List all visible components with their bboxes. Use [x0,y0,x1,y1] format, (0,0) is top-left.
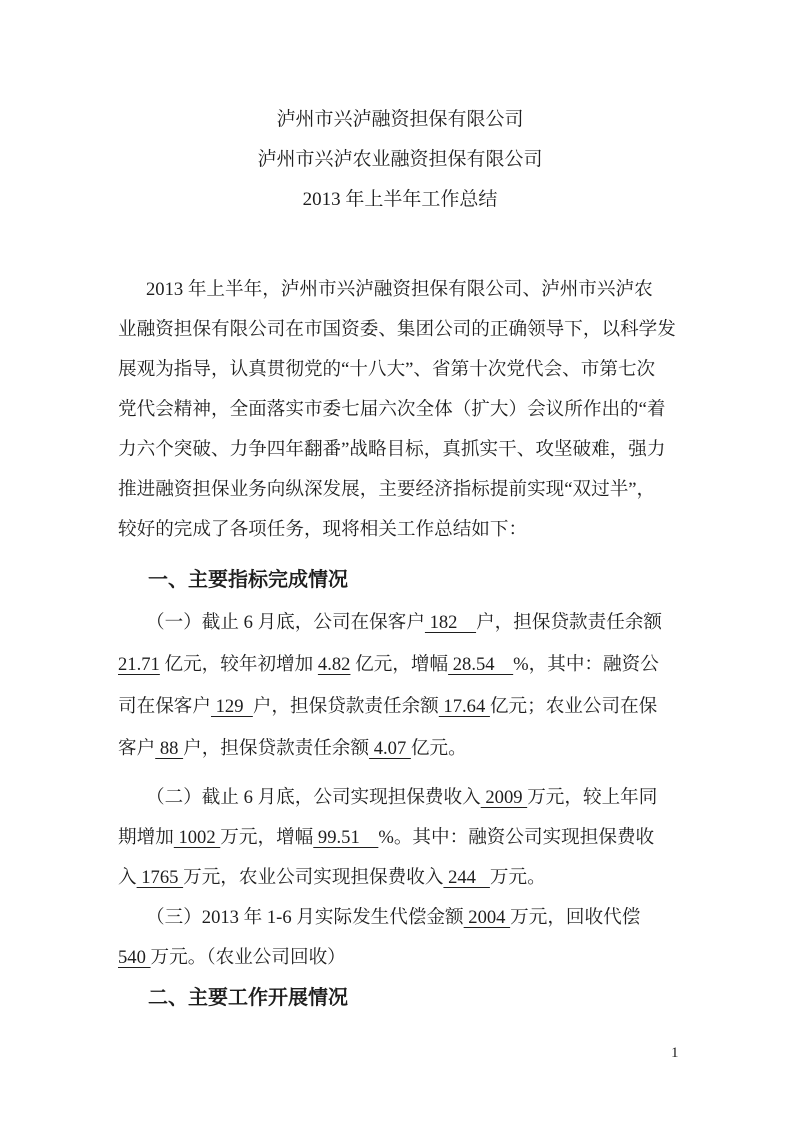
text-segment: 万元。（农业公司回收） [150,947,346,968]
text-line [118,728,682,770]
text-segment: 亿元，较年初增加 [159,654,318,675]
text-segment: 户，担保贷款责任余额 [252,696,439,717]
underlined-value: 4.82 [317,654,351,675]
underlined-value: 129 [210,696,253,717]
page-number: 1 [671,1045,679,1061]
text-line: 2013 年上半年，泸州市兴泸融资担保有限公司、泸州市兴泸农 [146,279,653,300]
paragraph-indicator-2 [118,778,682,898]
underlined-value: 244 [443,867,490,888]
underlined-value: 17.64 [438,696,490,717]
text-line [118,778,682,818]
text-line [118,602,682,644]
text-line [118,644,682,686]
text-line: 较好的完成了各项任务，现将相关工作总结如下： [118,519,528,540]
text-segment: 万元，增幅 [220,827,314,848]
text-line [118,938,682,978]
text-segment: 户，担保贷款责任余额 [476,612,663,633]
text-line [118,686,682,728]
underlined-value: 28.54 [448,654,514,675]
section-1-heading: 一、主要指标完成情况 [148,569,348,591]
text-segment: 户，担保贷款责任余额 [183,738,370,759]
underlined-value: 2004 [463,907,511,928]
text-line [118,898,682,938]
text-line [118,858,682,898]
text-segment: 亿元。 [410,738,467,759]
intro-paragraph [118,270,682,550]
text-segment: （三）2013 年 1-6 月实际发生代偿金额 [146,907,464,928]
company-title-2: 泸州市兴泸农业融资担保有限公司 [257,149,543,170]
text-segment: 亿元；农业公司在保 [489,696,658,717]
paragraph-indicator-1 [118,602,682,770]
underlined-value: 21.71 [118,654,160,675]
text-segment: %，其中：融资公 [513,654,659,675]
text-segment: 万元，较上年同 [527,787,658,808]
text-line: 党代会精神，全面落实市委七届六次全体（扩大）会议所作出的“着 [118,399,666,420]
underlined-value: 2009 [480,787,528,808]
document-title-block [118,100,682,220]
underlined-value: 1765 [136,867,184,888]
text-segment: 万元。 [489,867,546,888]
text-segment: 司在保客户 [118,696,211,717]
underlined-value: 99.51 [313,827,379,848]
underlined-value: 1002 [173,827,221,848]
report-title: 2013 年上半年工作总结 [302,189,498,210]
text-segment: 入 [118,867,137,888]
paragraph-indicator-3 [118,898,682,978]
section-2-heading: 二、主要工作开展情况 [148,987,348,1009]
underlined-value: 182 [424,612,477,633]
text-line: 业融资担保有限公司在市国资委、集团公司的正确领导下，以科学发 [118,319,676,340]
text-line: 展观为指导，认真贯彻党的“十八大”、省第十次党代会、市第七次 [118,359,656,380]
underlined-value: 88 [155,738,184,759]
text-segment: 万元，回收代偿 [510,907,641,928]
underlined-value: 540 [118,947,151,968]
text-segment: （一）截止 6 月底，公司在保客户 [146,612,425,633]
text-segment: 期增加 [118,827,174,848]
text-segment: 亿元，增幅 [350,654,449,675]
text-segment: 万元，农业公司实现担保费收入 [183,867,444,888]
text-line: 力六个突破、力争四年翻番”战略目标，真抓实干、攻坚破难，强力 [118,439,666,460]
text-line [118,818,682,858]
company-title-1: 泸州市兴泸融资担保有限公司 [276,109,524,130]
text-segment: %。其中：融资公司实现担保费收 [378,827,655,848]
text-line: 推进融资担保业务向纵深发展，主要经济指标提前实现“双过半”， [118,479,656,500]
text-segment: 客户 [118,738,156,759]
underlined-value: 4.07 [369,738,411,759]
text-segment: （二）截止 6 月底，公司实现担保费收入 [146,787,481,808]
